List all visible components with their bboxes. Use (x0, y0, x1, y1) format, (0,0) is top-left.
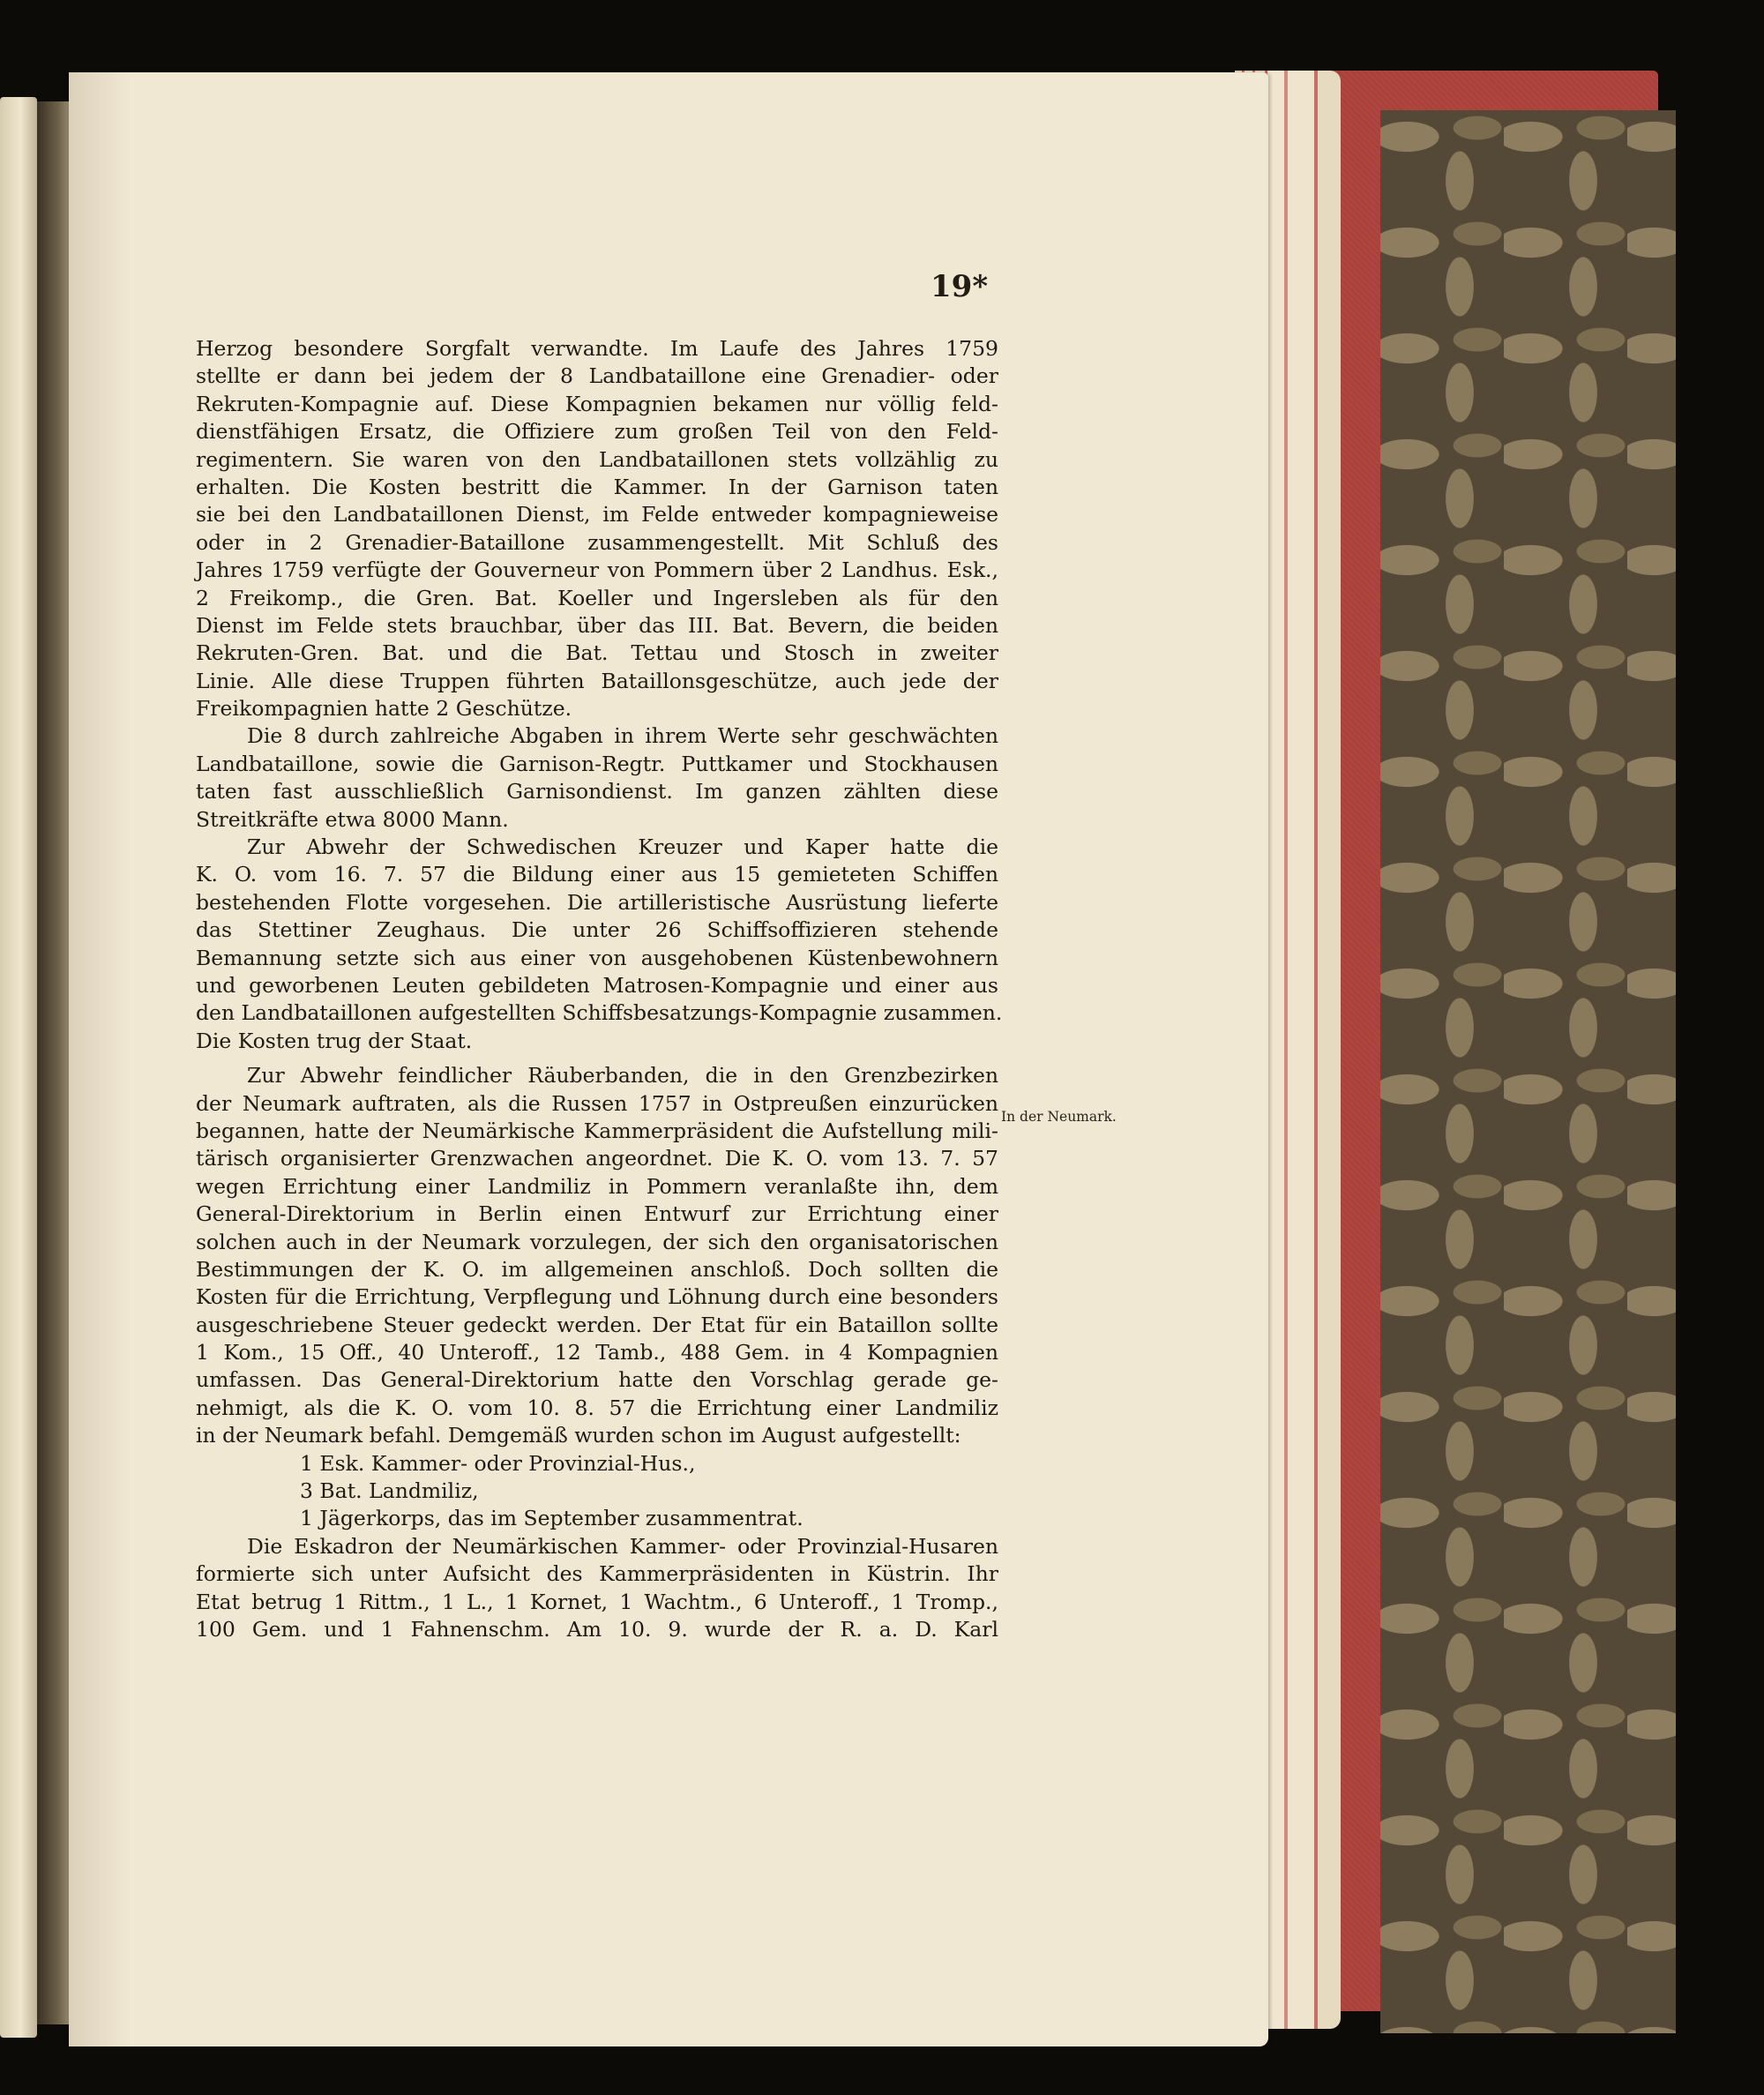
paragraph-first-line: Die Eskadron der Neumärkischen Kammer- oder Provinzial-Husaren (247, 1533, 998, 1559)
text-line: bestehenden Flotte vorgesehen. Die artilleristische Ausrüstung lieferte (196, 889, 998, 915)
text-line: das Stettiner Zeughaus. Die unter 26 Schiffsoffizieren stehende (196, 917, 998, 943)
marbled-endpaper (1380, 110, 1676, 2033)
text-line: sie bei den Landbataillonen Dienst, im Felde entweder kompagnieweise (196, 502, 998, 527)
text-line: General-Direktorium in Berlin einen Entwurf zur Errichtung einer (196, 1201, 998, 1227)
text-line: Rekruten-Kompagnie auf. Diese Kompagnien bekamen nur völlig feld- (196, 391, 998, 416)
text-line: Kosten für die Errichtung, Verpflegung und Löhnung durch eine besonders (196, 1284, 998, 1310)
paragraph-first-line: Zur Abwehr der Schwedischen Kreuzer und Kaper hatte die (247, 834, 998, 860)
text-line: taten fast ausschließlich Garnisondienst. Im ganzen zählten diese (196, 779, 998, 804)
text-line: Dienst im Felde stets brauchbar, über das III. Bat. Bevern, die beiden (196, 612, 998, 638)
text-line: Etat betrug 1 Rittm., 1 L., 1 Kornet, 1 Wachtm., 6 Unteroff., 1 Tromp., (196, 1589, 998, 1614)
paragraph-first-line: Zur Abwehr feindlicher Räuberbanden, die in den Grenzbezirken (247, 1063, 998, 1089)
left-page-edge (0, 97, 37, 2038)
text-block (196, 335, 1003, 1643)
text-line: K. O. vom 16. 7. 57 die Bildung einer aus 15 gemieteten Schiffen (196, 862, 998, 887)
list-item: 1 Jägerkorps, das im September zusammentrat. (300, 1506, 804, 1531)
text-line: Bestimmungen der K. O. im allgemeinen anschloß. Doch sollten die (196, 1256, 998, 1282)
text-line: umfassen. Das General-Direktorium hatte den Vorschlag gerade ge- (196, 1367, 998, 1393)
text-line: 100 Gem. und 1 Fahnenschm. Am 10. 9. wurde der R. a. D. Karl (196, 1616, 998, 1642)
text-line: Herzog besondere Sorgfalt verwandte. Im Laufe des Jahres 1759 (196, 336, 998, 361)
text-line: wegen Errichtung einer Landmiliz in Pommern veranlaßte ihn, dem (196, 1173, 998, 1199)
text-line: regimentern. Sie waren von den Landbataillonen stets vollzählig zu (196, 446, 998, 472)
text-line: oder in 2 Grenadier-Bataillone zusammengestellt. Mit Schluß des (196, 529, 998, 555)
text-line: solchen auch in der Neumark vorzulegen, der sich den organisatorischen (196, 1229, 998, 1254)
page-number: 19* (931, 269, 989, 304)
text-line: Rekruten-Gren. Bat. und die Bat. Tettau und Stosch in zweiter (196, 640, 998, 666)
text-line: der Neumark auftraten, als die Russen 1757 in Ostpreußen einzurücken (196, 1090, 998, 1116)
text-line: 2 Freikomp., die Gren. Bat. Koeller und Ingersleben als für den (196, 585, 998, 610)
text-line: und geworbenen Leuten gebildeten Matrosen-Kompagnie und einer aus (196, 972, 998, 998)
book-gutter (37, 101, 71, 2024)
text-line: erhalten. Die Kosten bestritt die Kammer. In der Garnison taten (196, 474, 998, 499)
list-item: 1 Esk. Kammer- oder Provinzial-Hus., (300, 1450, 696, 1476)
text-line: den Landbataillonen aufgestellten Schiffsbesatzungs-Kompagnie zusammen. (196, 1000, 1003, 1026)
text-line: Streitkräfte etwa 8000 Mann. (196, 806, 509, 832)
text-line: 1 Kom., 15 Off., 40 Unteroff., 12 Tamb., 488 Gem. in 4 Kompagnien (196, 1340, 998, 1365)
text-line: tärisch organisierter Grenzwachen angeordnet. Die K. O. vom 13. 7. 57 (196, 1146, 998, 1171)
list-item: 3 Bat. Landmiliz, (300, 1478, 479, 1504)
text-line: stellte er dann bei jedem der 8 Landbataillone eine Grenadier- oder (196, 363, 998, 389)
text-line: Freikompagnien hatte 2 Geschütze. (196, 696, 572, 722)
text-line: in der Neumark befahl. Demgemäß wurden schon im August aufgestellt: (196, 1423, 961, 1448)
text-line: nehmigt, als die K. O. vom 10. 8. 57 die Errichtung einer Landmiliz (196, 1395, 998, 1420)
text-line: dienstfähigen Ersatz, die Offiziere zum großen Teil von den Feld- (196, 419, 998, 445)
text-line: ausgeschriebene Steuer gedeckt werden. Der Etat für ein Bataillon sollte (196, 1312, 998, 1337)
text-line: Bemannung setzte sich aus einer von ausgehobenen Küstenbewohnern (196, 945, 998, 970)
text-line: Jahres 1759 verfügte der Gouverneur von Pommern über 2 Landhus. Esk., (196, 557, 998, 583)
text-line: Landbataillone, sowie die Garnison-Regtr. Puttkamer und Stockhausen (196, 751, 998, 776)
marginal-note: In der Neumark. (1001, 1109, 1117, 1125)
text-line: Die Kosten trug der Staat. (196, 1028, 473, 1053)
paragraph-first-line: Die 8 durch zahlreiche Abgaben in ihrem Werte sehr geschwächten (247, 723, 998, 749)
text-line: formierte sich unter Aufsicht des Kammerpräsidenten in Küstrin. Ihr (196, 1561, 998, 1587)
text-line: Linie. Alle diese Truppen führten Bataillonsgeschütze, auch jede der (196, 668, 998, 693)
text-line: begannen, hatte der Neumärkische Kammerpräsident die Aufstellung mili- (196, 1118, 998, 1143)
